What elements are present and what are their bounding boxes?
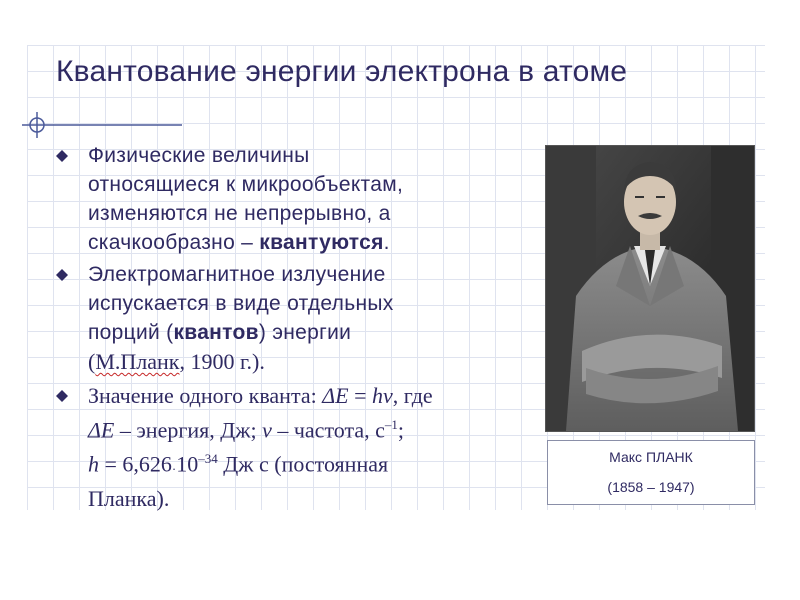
text-segment: ) энергии	[258, 321, 352, 344]
portrait-illustration	[546, 146, 754, 431]
formula-term: ΔE	[322, 383, 349, 408]
diamond-bullet-icon	[56, 150, 68, 162]
bullet-3-line-2	[88, 410, 433, 444]
portrait-caption	[547, 440, 755, 505]
bullet-1-line-2	[88, 170, 403, 199]
bullet-2-line-1	[88, 260, 394, 289]
bullet-1-line-4	[88, 228, 403, 257]
bullet-2-line-3	[88, 318, 394, 347]
formula-term: h	[88, 451, 99, 477]
text-segment: – энергия, Дж;	[114, 417, 263, 443]
caption-name: Макс ПЛАНК	[609, 449, 693, 465]
bullet-3-line-1	[88, 381, 433, 410]
text-segment: Дж с (постоянная	[217, 451, 389, 477]
text-segment: – частота, с	[271, 417, 385, 443]
bullet-3-line-3	[88, 444, 433, 483]
text-segment: , 1900 г.).	[179, 349, 265, 374]
text-segment: изменяются не непрерывно, а	[88, 202, 391, 225]
bullet-2-line-2	[88, 289, 394, 318]
text-segment: , где	[392, 383, 433, 408]
text-segment: 10	[176, 451, 199, 477]
crosshair-icon	[22, 112, 192, 138]
bullet-1-line-3	[88, 199, 403, 228]
bullet-3-text	[88, 381, 433, 513]
diamond-bullet-icon	[56, 269, 68, 281]
bullet-2-text	[88, 260, 394, 376]
max-planck-portrait	[545, 145, 755, 432]
bullet-1-line-1	[88, 141, 403, 170]
text-segment: = 6,626	[99, 451, 172, 477]
author-name: М.Планк	[95, 349, 180, 374]
formula-term: ν	[262, 417, 272, 443]
bullet-1-text	[88, 141, 403, 257]
text-segment: Планка).	[88, 485, 170, 511]
text-segment: Электромагнитное излучение	[88, 263, 386, 286]
text-segment: ;	[397, 417, 405, 443]
text-segment: .	[383, 231, 390, 254]
diamond-bullet-icon	[56, 390, 68, 402]
bold-term: квантов	[173, 321, 259, 344]
text-segment: испускается в виде отдельных	[88, 292, 394, 315]
text-segment: Значение одного кванта:	[88, 383, 323, 408]
slide-title: Квантование энергии электрона в атоме	[56, 55, 628, 88]
text-segment: относящиеся к микрообъектам,	[88, 173, 404, 196]
bullet-3-line-4	[88, 484, 433, 513]
text-segment: скачкообразно –	[88, 231, 260, 254]
formula-term: hν	[372, 383, 393, 408]
superscript: –34	[198, 451, 218, 467]
bold-term: квантуются	[259, 231, 384, 254]
text-segment: (	[88, 349, 96, 374]
text-segment: Физические величины	[88, 144, 310, 167]
formula-term: ΔE	[88, 417, 115, 443]
text-segment: порций (	[88, 321, 174, 344]
text-segment: =	[348, 383, 372, 408]
bullet-2-line-4	[88, 347, 394, 376]
caption-years: (1858 – 1947)	[607, 479, 695, 495]
multiplication-dot: ·	[171, 461, 177, 477]
superscript: –1	[384, 417, 398, 432]
